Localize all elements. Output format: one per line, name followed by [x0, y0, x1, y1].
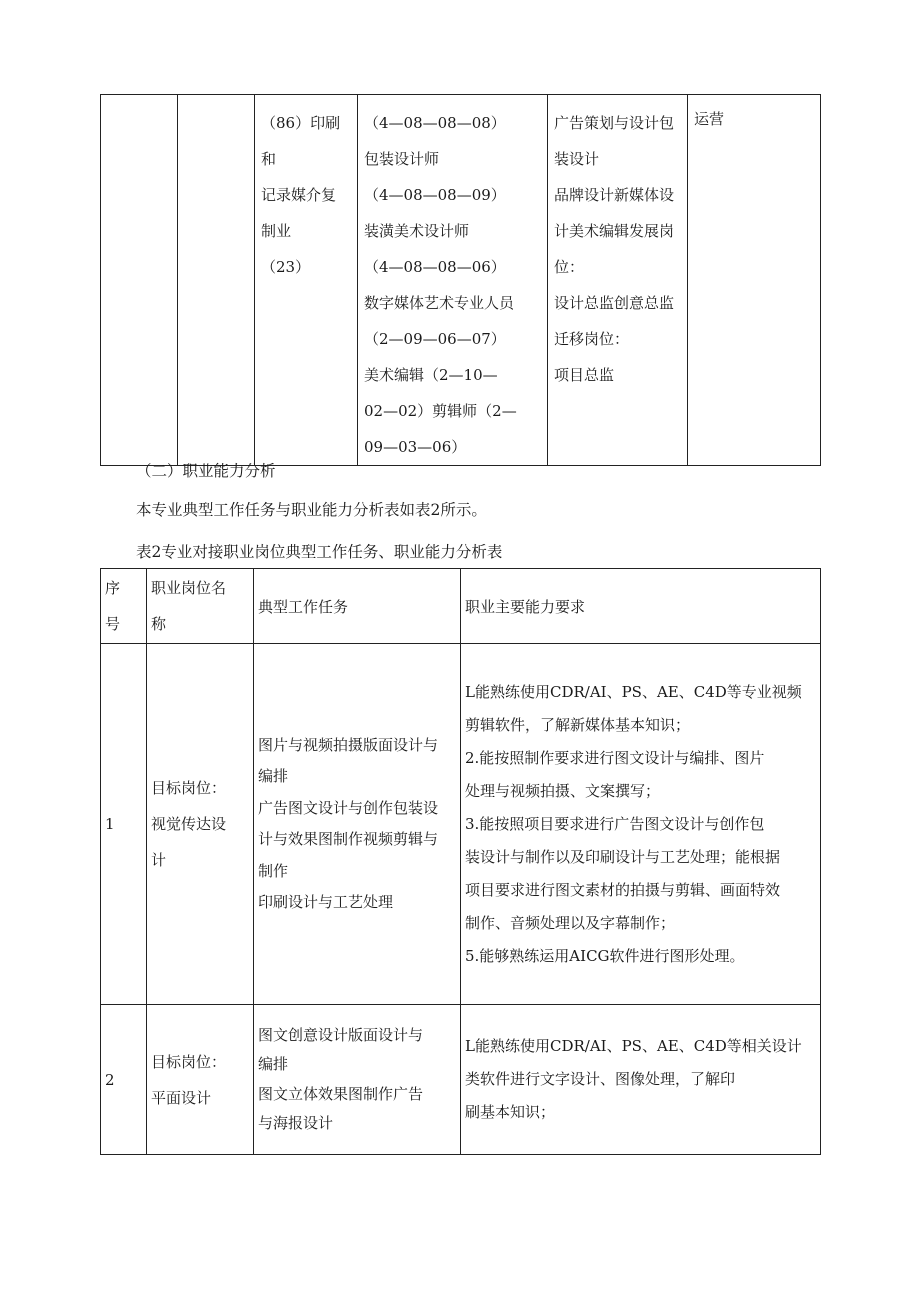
table-cell: [147, 644, 254, 1005]
header-cell: [254, 569, 461, 644]
header-cell: [461, 569, 821, 644]
table-cell: [101, 95, 178, 466]
section-heading: （二）职业能力分析: [136, 462, 276, 480]
table-row: [101, 644, 821, 1005]
header-position: 职业岗位名 称: [151, 579, 227, 633]
occupation-code-text: （4—08—08—08） 包装设计师 （4—08—08—09） 装潢美术设计师 （4—08—08—06） 数字媒体艺术专业人员 （2—09—06—07） 美术编辑（2—10— 02—02）剪辑师（2— 09—03—06）: [364, 114, 517, 456]
table-cell: [461, 1005, 821, 1155]
industry-text: （86）印刷和 记录媒介复 制业 （23）: [261, 114, 341, 276]
occupation-code-cell: [358, 95, 548, 466]
row-no: 2: [105, 1070, 115, 1089]
header-no: 序 号: [105, 579, 121, 633]
row-tasks: 图片与视频拍摄版面设计与 编排 广告图文设计与创作包装设 计与效果图制作视频剪辑与 制作 印刷设计与工艺处理: [258, 735, 439, 911]
row-abilities: L能熟练使用CDR/AI、PS、AE、C4D等专业视频 剪辑软件，了解新媒体基本知识； 2.能按照制作要求进行图文设计与编排、图片 处理与视频拍摄、文案撰写； 3.能按照项目要求进行广告图文设计与创作包 装设计与制作以及印刷设计与工艺处理；能根据 项目要求进行图文素材的拍摄与剪辑、画面特效 制作、音频处理以及字幕制作； 5.能够熟练运用AICG软件进行图形处理。: [465, 682, 802, 965]
row-position: 目标岗位： 平面设计: [151, 1052, 227, 1107]
section-intro: 本专业典型工作任务与职业能力分析表如表2所示。: [136, 501, 487, 519]
table-cell: [461, 644, 821, 1005]
table-caption: 表2专业对接职业岗位典型工作任务、职业能力分析表: [136, 543, 503, 561]
header-tasks: 典型工作任务: [258, 597, 349, 616]
table-cell: [254, 1005, 461, 1155]
table-cell: [147, 1005, 254, 1155]
job-position-text: 广告策划与设计包 装设计 品牌设计新媒体设 计美术编辑发展岗 位： 设计总监创意总监 迁移岗位： 项目总监: [554, 114, 675, 384]
table-cell: [178, 95, 255, 466]
cell-text: [101, 95, 177, 105]
ability-analysis-table: [100, 568, 821, 1155]
row-abilities: L能熟练使用CDR/AI、PS、AE、C4D等相关设计 类软件进行文字设计、图像处理，了解印 刷基本知识；: [465, 1037, 802, 1121]
table-cell: [688, 95, 821, 466]
industry-cell: [255, 95, 358, 466]
cell-text: 运营: [694, 110, 725, 128]
header-abilities: 职业主要能力要求: [465, 597, 586, 616]
table-cell: [101, 644, 147, 1005]
header-cell: [101, 569, 147, 644]
table-row: [101, 95, 821, 466]
table-header-row: [101, 569, 821, 644]
row-no: 1: [105, 815, 115, 833]
row-position: 目标岗位： 视觉传达设 计: [151, 779, 227, 869]
cell-text: [178, 95, 254, 105]
table-row: [101, 1005, 821, 1155]
header-cell: [147, 569, 254, 644]
table-cell: [101, 1005, 147, 1155]
table-cell: [254, 644, 461, 1005]
row-tasks: 图文创意设计版面设计与 编排 图文立体效果图制作广告 与海报设计: [258, 1025, 424, 1132]
occupation-table-continued: [100, 94, 821, 466]
job-position-cell: [548, 95, 688, 466]
